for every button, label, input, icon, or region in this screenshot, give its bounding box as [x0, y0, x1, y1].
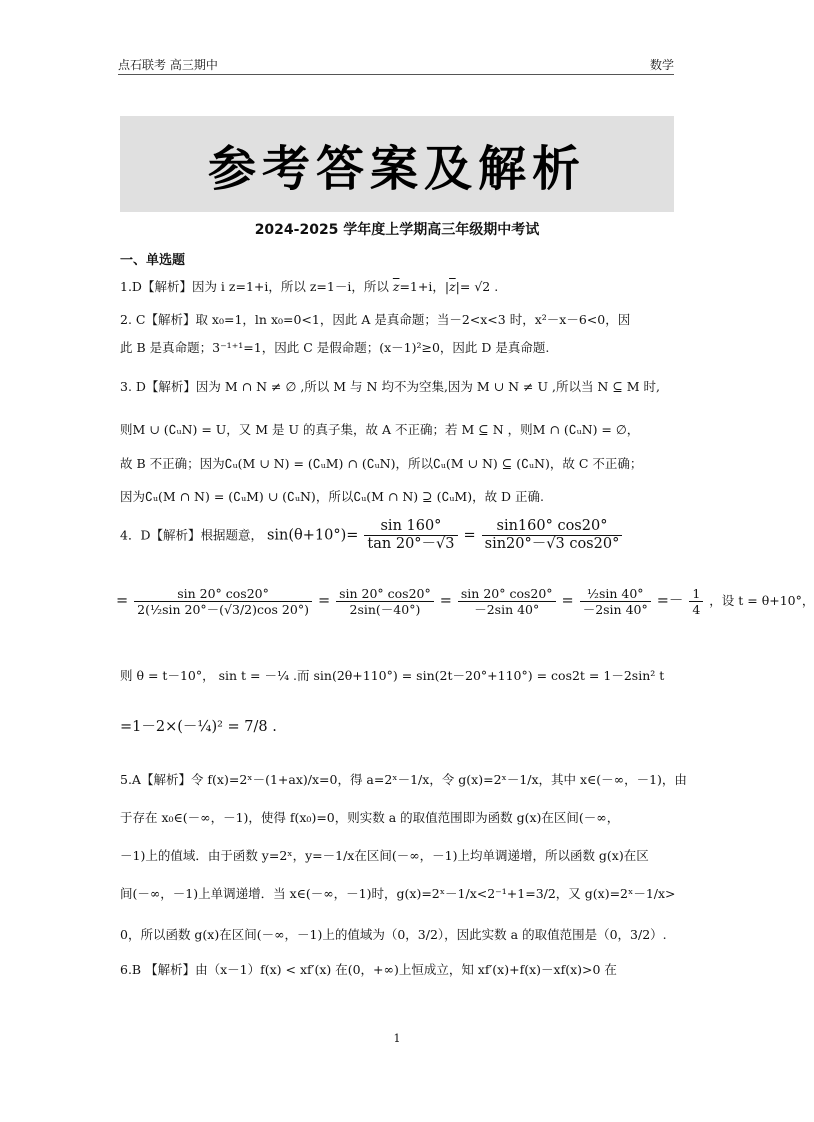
sqrt-2: √2 — [474, 279, 491, 294]
page-header — [118, 52, 674, 75]
header-right: 数学 — [649, 58, 674, 72]
q4-frac-2-num: sin160° cos20° — [482, 518, 623, 536]
banner-title: 参考答案及解析 — [207, 140, 586, 197]
q1-text-b: =1+i，| — [399, 279, 450, 294]
q4-frac-4-num: sin 20° cos20° — [336, 586, 434, 602]
header-left: 点石联考 高三期中 — [118, 58, 218, 72]
q5-line-5: 0，所以函数 g(x)在区间(－∞，－1)上的值域为（0，3/2），因此实数 a 的取值范围是（0，3/2）. — [120, 927, 667, 942]
q4-line-2: = $\frac{\sin 20^\circ \cos 20^\circ}{\text{2(½sin 20°－(√3/2)cos 20°)}}$ = $\frac{\sin 20^\circ \cos 20^\circ}{2\sin(-40^\circ)}$ = $\frac{\sin 20^\circ \cos 20^\circ}{-2\sin 40^\circ}$ = $\frac{\text{½sin 40°}}{-2\sin 40^\circ}$ =－ $\frac{1}{4}$ ，设 t = θ+10°， — [116, 586, 814, 617]
q4-frac-7-num: 1 — [689, 586, 703, 602]
q4-frac-1-num: sin 160° — [364, 518, 457, 536]
q3-line-1: 3. D【解析】因为 M ∩ N ≠ ∅ ,所以 M 与 N 均不为空集,因为 M ∪ N ≠ U ,所以当 N ⊆ M 时, — [120, 379, 661, 394]
z-bar: $\overline{z}$ — [392, 279, 400, 294]
q1-text: 1.D【解析】因为 i z=1+i，所以 z=1－i，所以 — [120, 279, 389, 294]
q4-frac-3-den: 2(½sin 20°－(√3/2)cos 20°) — [137, 602, 309, 617]
q4-line-1: 4．D【解析】根据题意， sin(θ+10°)= $\frac{\sin 160^\circ}{\tan 20^\circ-√3}$ = $\frac{\sin 160^\circ \cos 20^\circ}{\sin 20^\circ-√3 \cos 20^\circ}$ — [120, 518, 624, 554]
page-number: 1 — [393, 1032, 401, 1045]
q4-frac-4 — [336, 586, 434, 617]
z-bar-2: $\overline{z}$ — [449, 279, 456, 294]
q4-frac-3-num: sin 20° cos20° — [134, 586, 312, 602]
q4-frac-2-den: sin20°－√3 cos20° — [484, 536, 620, 553]
q4-frac-1 — [364, 518, 457, 554]
q4-frac-6-num: ½sin 40° — [580, 586, 651, 602]
q4-frac-2 — [482, 518, 623, 554]
q5-line-1: 5.A【解析】令 f(x)=2ˣ－(1+ax)/x=0，得 a=2ˣ－1/x，令 g(x)=2ˣ－1/x，其中 x∈(－∞，－1)，由 — [120, 772, 687, 787]
q4-sin: sin(θ+10°)= — [266, 527, 359, 544]
q4-frac-1-den: tan 20°－√3 — [367, 536, 455, 553]
q4-frac-3 — [134, 586, 312, 617]
section-heading: 一、单选题 — [120, 253, 186, 268]
q4-frac-5-num: sin 20° cos20° — [458, 586, 556, 602]
q6-line-1: 6.B 【解析】由（x－1）f(x) < xf′(x) 在(0，+∞)上恒成立，知 xf′(x)+f(x)－xf(x)>0 在 — [120, 962, 617, 977]
q4-line-3: 则 θ = t－10°， sin t = －¼ .而 sin(2θ+110°) = sin(2t－20°+110°) = cos2t = 1－2sin² t — [120, 668, 665, 683]
q4-intro: 4．D【解析】根据题意， — [120, 527, 263, 543]
q1-text-d: . — [494, 279, 499, 294]
q1-line — [120, 277, 498, 295]
q4-frac-7-den: 4 — [692, 602, 701, 617]
q5-line-4: 间(－∞，－1)上单调递增．当 x∈(－∞，－1)时，g(x)=2ˣ－1/x<2⁻¹+1=3/2，又 g(x)=2ˣ－1/x> — [120, 886, 676, 901]
q5-line-2: 于存在 x₀∈(－∞，－1)，使得 f(x₀)=0，则实数 a 的取值范围即为函数 g(x)在区间(－∞， — [120, 810, 620, 825]
q3-line-4: 因为∁ᵤ(M ∩ N) = (∁ᵤM) ∪ (∁ᵤN)，所以∁ᵤ(M ∩ N) ⊇ (∁ᵤM)，故 D 正确. — [120, 489, 545, 504]
exam-subtitle: 2024-2025 学年度上学期高三年级期中考试 — [254, 222, 540, 238]
q3-line-3: 故 B 不正确；因为∁ᵤ(M ∪ N) = (∁ᵤM) ∩ (∁ᵤN)，所以∁ᵤ(M ∪ N) ⊆ (∁ᵤN)，故 C 不正确； — [120, 456, 643, 471]
title-banner — [120, 116, 674, 212]
q4-frac-5-den: －2sin 40° — [474, 602, 540, 617]
q4-frac-6 — [580, 586, 651, 617]
q4-frac-5 — [458, 586, 556, 617]
q5-line-3: －1)上的值域．由于函数 y=2ˣ，y=－1/x在区间(－∞，－1)上均单调递增，所以函数 g(x)在区 — [120, 848, 649, 863]
q1-text-c: |= — [455, 279, 471, 294]
q3-line-2: 则M ∪ (∁ᵤN) = U，又 M 是 U 的真子集，故 A 不正确；若 M ⊆ N ，则M ∩ (∁ᵤN) = ∅， — [120, 422, 640, 437]
q4-frac-7 — [689, 586, 703, 617]
q4-set-t: ，设 t = θ+10°， — [709, 593, 814, 608]
q2-line-2: 此 B 是真命题；3⁻¹⁺¹=1，因此 C 是假命题；(x－1)²≥0，因此 D 是真命题. — [120, 340, 550, 355]
q4-frac-6-den: －2sin 40° — [582, 602, 648, 617]
q4-line-4: =1－2×(－¼)² = 7/8 . — [120, 719, 277, 735]
q2-line-1: 2. C【解析】取 x₀=1，ln x₀=0<1，因此 A 是真命题；当－2<x<3 时，x²－x－6<0，因 — [120, 312, 631, 327]
q4-frac-4-den: 2sin(－40°) — [349, 602, 421, 617]
